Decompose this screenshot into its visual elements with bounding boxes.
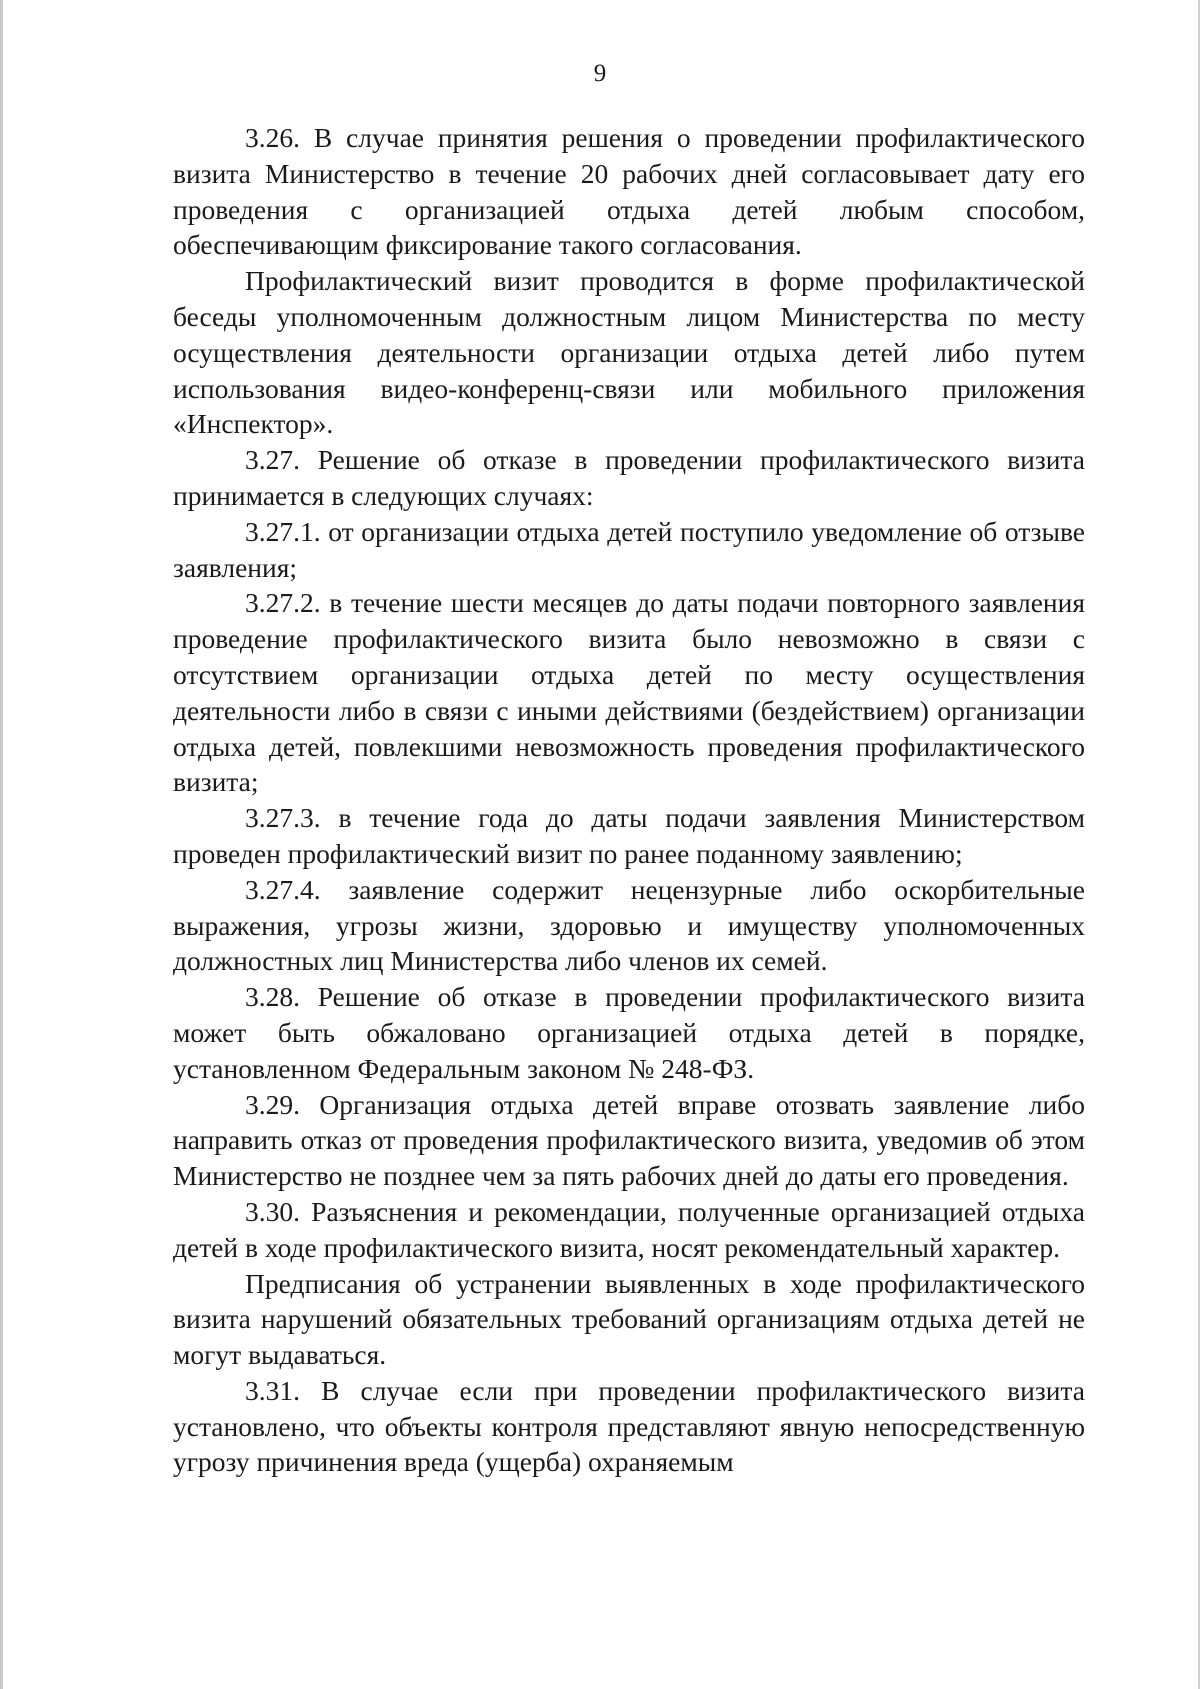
- paragraph-3-30: 3.30. Разъяснения и рекомендации, полученные организацией отдыха детей в ходе профилактического визита, носят рекомендательный характер.: [173, 1195, 1085, 1263]
- paragraph-3-27-2: 3.27.2. в течение шести месяцев до даты подачи повторного заявления проведение профилактического визита было невозможно в связи с отсутствием организации отдыха детей по месту осуществления деятельности либо в связи с иными действиями (бездействием) организации отдыха детей, повлекшими невозможность проведения профилактического визита;: [173, 587, 1085, 798]
- paragraph-3-27-4: 3.27.4. заявление содержит нецензурные либо оскорбительные выражения, угрозы жизни, здоровью и имуществу уполномоченных должностных лиц Министерства либо членов их семей.: [173, 873, 1085, 977]
- paragraph-3-27-1: 3.27.1. от организации отдыха детей поступило уведомление об отзыве заявления;: [173, 515, 1085, 583]
- paragraph-visit-form: Профилактический визит проводится в форме профилактической беседы уполномоченным должностным лицом Министерства по месту осуществления деятельности организации отдыха детей либо путем использования видео-конференц-связи или мобильного приложения «Инспектор».: [173, 265, 1085, 440]
- paragraph-prescriptions: Предписания об устранении выявленных в ходе профилактического визита нарушений обязательных требований организациям отдыха детей не могут выдаваться.: [173, 1267, 1085, 1371]
- paragraph-3-31: 3.31. В случае если при проведении профилактического визита установлено, что объекты контроля представляют явную непосредственную угрозу причинения вреда (ущерба) охраняемым: [173, 1374, 1085, 1478]
- paragraph-3-27-3: 3.27.3. в течение года до даты подачи заявления Министерством проведен профилактический визит по ранее поданному заявлению;: [173, 802, 1085, 869]
- document-body: [173, 120, 1085, 1480]
- paragraph-3-26: 3.26. В случае принятия решения о проведении профилактического визита Министерство в течение 20 рабочих дней согласовывает дату его проведения с организацией отдыха детей любым способом, обеспечивающим фиксирование такого согласования.: [173, 122, 1085, 261]
- paragraph-3-28: 3.28. Решение об отказе в проведении профилактического визита может быть обжаловано организацией отдыха детей в порядке, установленном Федеральным законом № 248-ФЗ.: [173, 981, 1085, 1084]
- paragraph-3-29: 3.29. Организация отдыха детей вправе отозвать заявление либо направить отказ от проведения профилактического визита, уведомив об этом Министерство не позднее чем за пять рабочих дней до даты его проведения.: [173, 1088, 1085, 1192]
- page-number: 9: [593, 60, 607, 87]
- paragraph-3-27: 3.27. Решение об отказе в проведении профилактического визита принимается в следующих случаях:: [173, 444, 1085, 511]
